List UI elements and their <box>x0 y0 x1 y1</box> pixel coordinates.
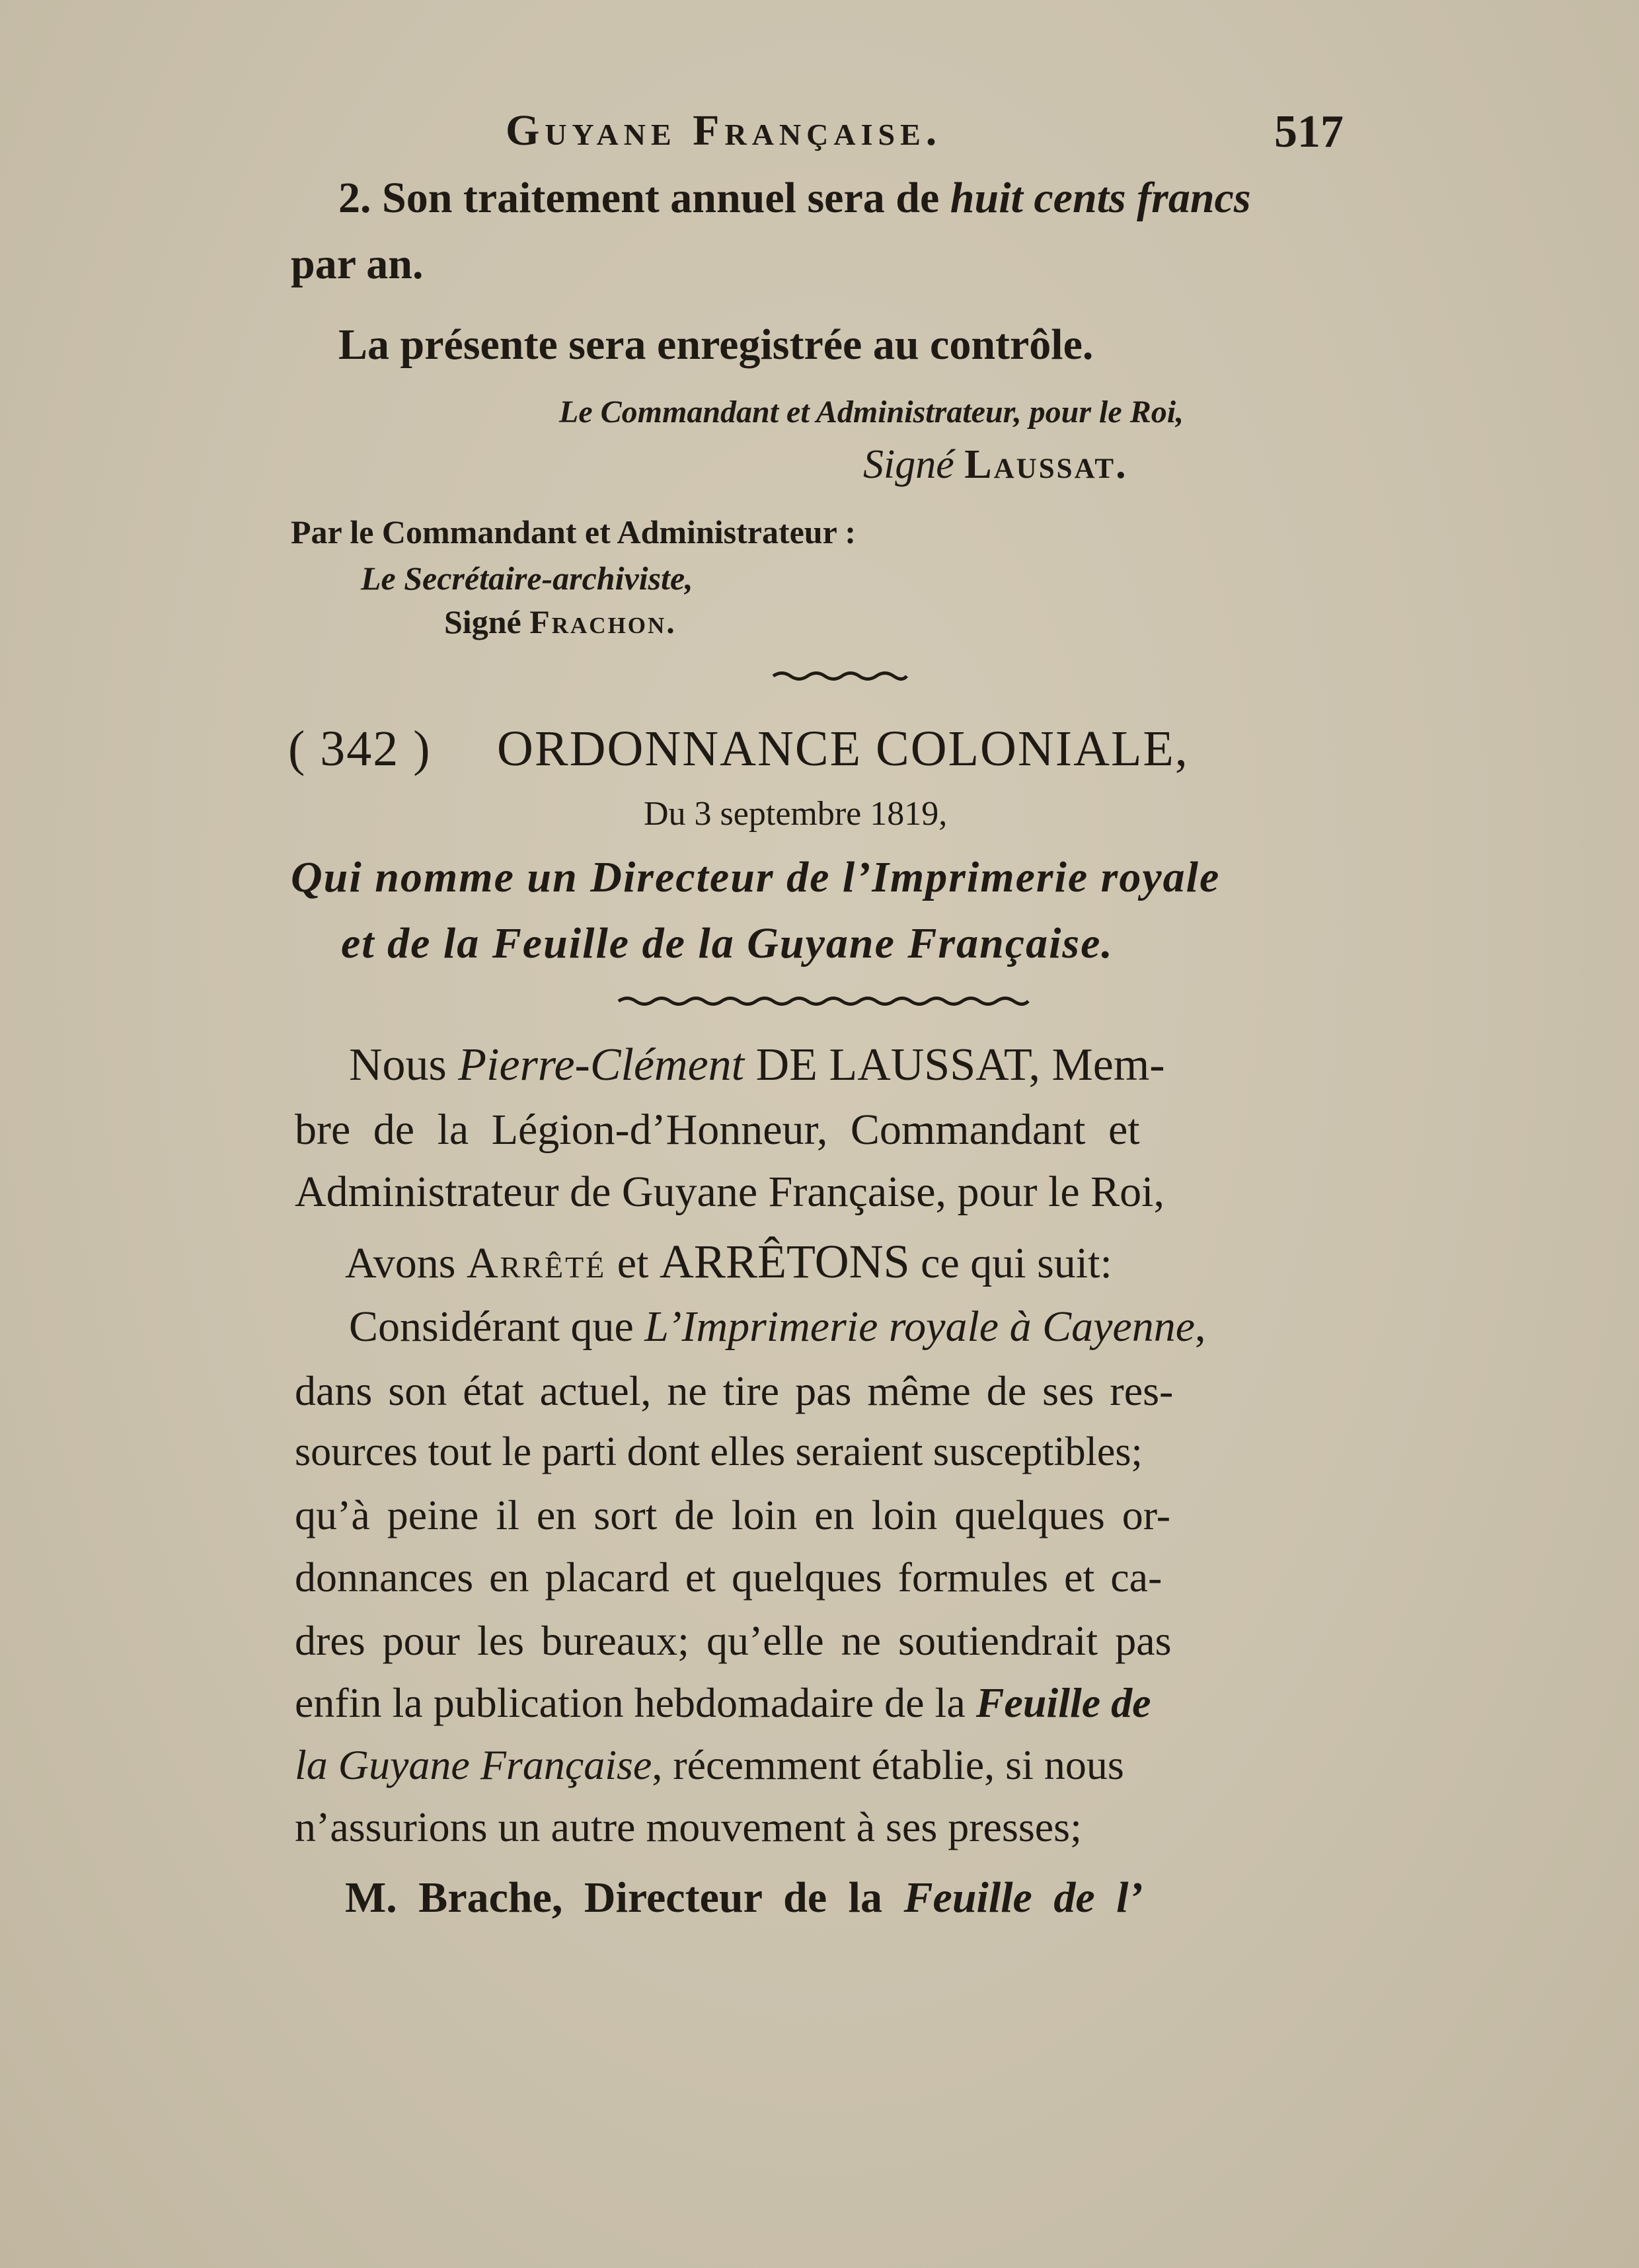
article-line: 2. Son traitement annuel sera de huit cents francs <box>338 174 1251 222</box>
paragraph-line: la Guyane Française, récemment établie, si nous <box>295 1741 1124 1788</box>
paragraph-line: qu’à peine il en sort de loin en loin quelques or- <box>295 1492 1171 1538</box>
ordinance-subtitle: et de la Feuille de la Guyane Française. <box>341 919 1114 967</box>
countersign-line: Par le Commandant et Administrateur : <box>291 513 857 550</box>
intro-line: Avons Arrêté et ARRÊTONS ce qui suit: <box>345 1235 1112 1288</box>
divider-ornament <box>772 669 908 683</box>
paragraph-line: Considérant que L’Imprimerie royale à Cayenne, <box>349 1303 1206 1351</box>
ordinance-subtitle: Qui nomme un Directeur de l’Imprimerie royale <box>291 853 1221 901</box>
ordinance-title: ORDONNANCE COLONIALE, <box>497 721 1189 776</box>
intro-line: Administrateur de Guyane Française, pour le Roi, <box>295 1168 1164 1216</box>
paragraph-line: dres pour les bureaux; qu’elle ne soutiendrait pas <box>295 1617 1172 1664</box>
divider-ornament <box>617 994 1030 1008</box>
paragraph-line: enfin la publication hebdomadaire de la Feuille de <box>295 1679 1151 1726</box>
running-title: Guyane Française. <box>506 106 942 155</box>
paragraph-line: dans son état actuel, ne tire pas même de ses res- <box>295 1367 1174 1414</box>
article-line: par an. <box>291 240 424 288</box>
paragraph-line: n’assurions un autre mouvement à ses presses; <box>295 1803 1082 1850</box>
ordinance-number: ( 342 ) <box>288 721 432 776</box>
page-number: 517 <box>1274 106 1344 157</box>
intro-line: bre de la Légion-d’Honneur, Commandant et <box>295 1106 1140 1154</box>
secretary-signature: Signé Frachon. <box>444 603 677 640</box>
secretary-title: Le Secrétaire-archiviste, <box>361 560 693 597</box>
ordinance-date: Du 3 septembre 1819, <box>644 795 948 833</box>
paragraph-line: sources tout le parti dont elles seraient susceptibles; <box>295 1429 1143 1474</box>
signature-title: Le Commandant et Administrateur, pour le Roi, <box>559 395 1184 430</box>
paragraph-line: donnances en placard et quelques formules et ca- <box>295 1554 1163 1601</box>
intro-line: Nous Pierre-Clément DE LAUSSAT, Mem- <box>349 1040 1165 1090</box>
registration-note: La présente sera enregistrée au contrôle. <box>338 321 1094 369</box>
paragraph-line: M. Brache, Directeur de la Feuille de l’ <box>345 1873 1143 1922</box>
signature-laussat: Signé Laussat. <box>863 442 1128 487</box>
